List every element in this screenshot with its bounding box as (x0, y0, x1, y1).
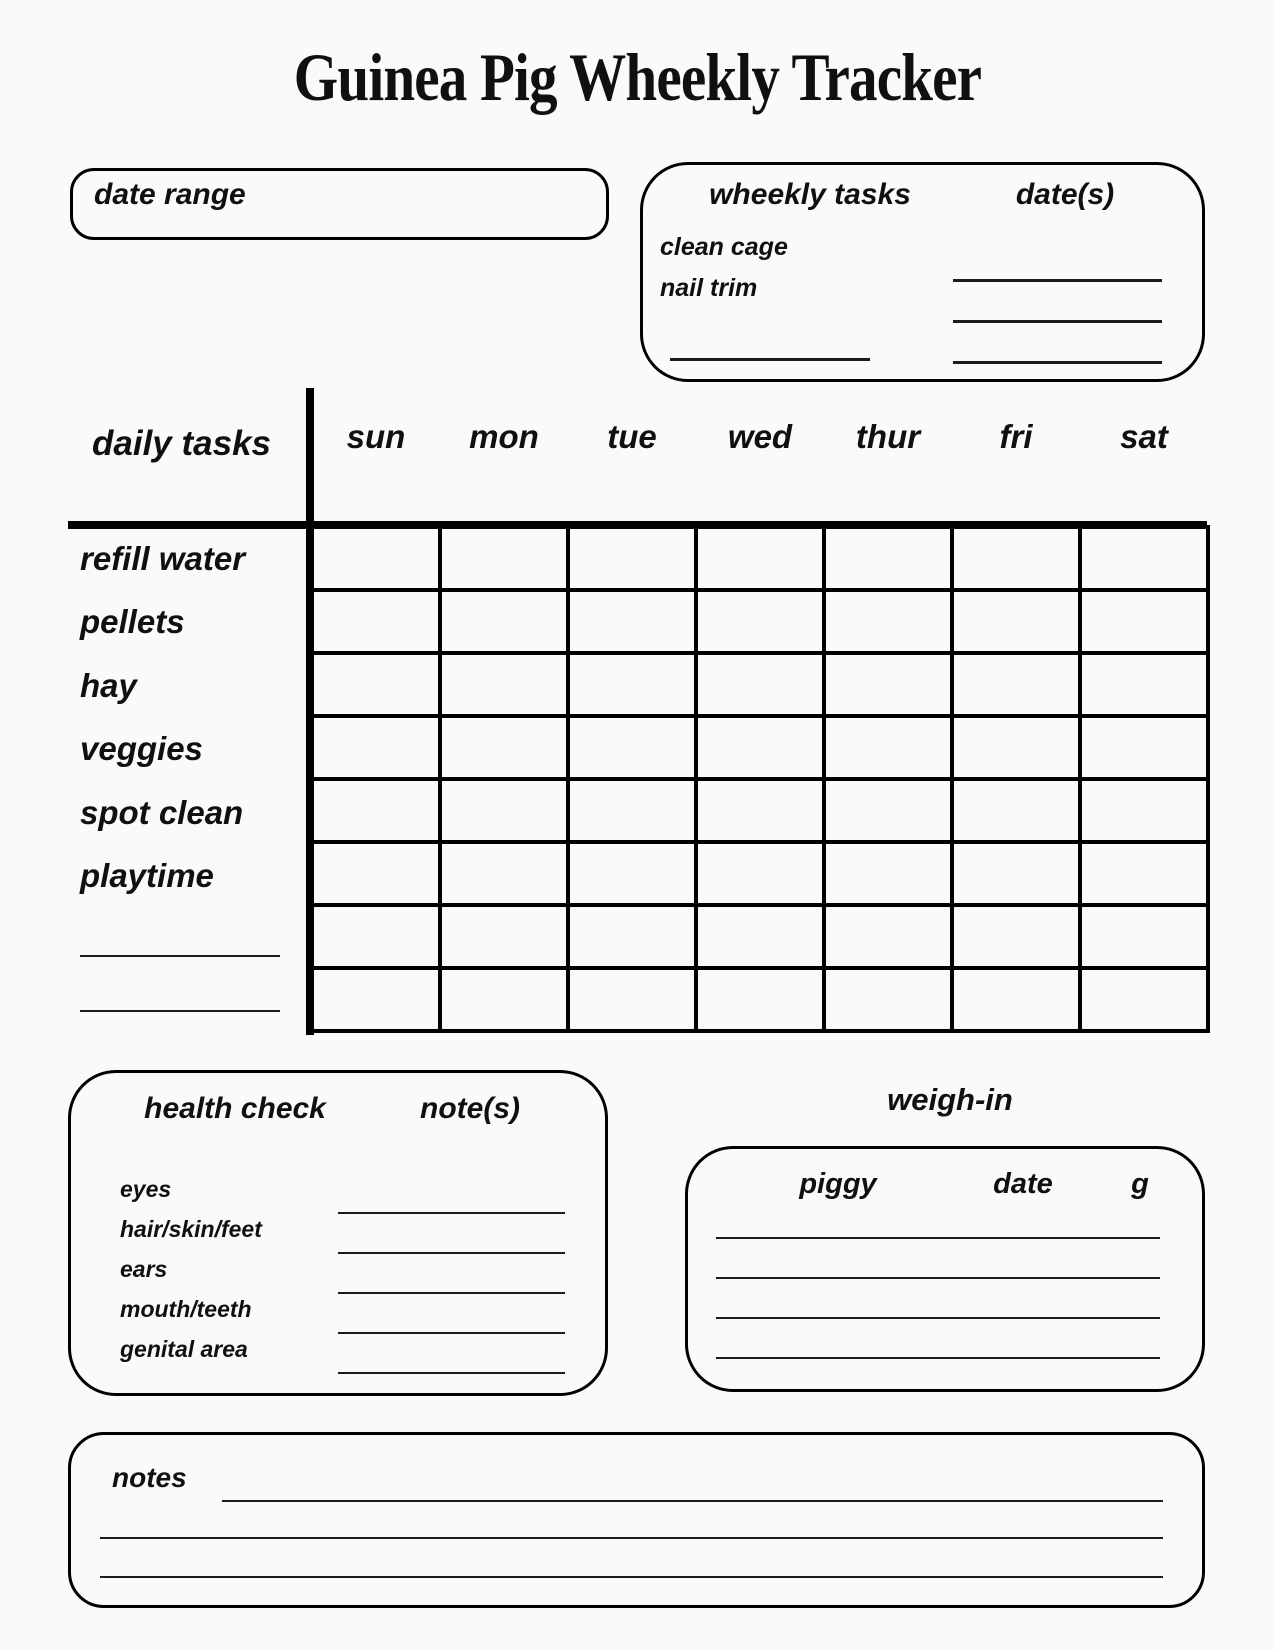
grid-cell[interactable] (568, 716, 696, 779)
grid-cell[interactable] (824, 527, 952, 590)
grid-cell[interactable] (952, 527, 1080, 590)
grid-cell[interactable] (568, 842, 696, 905)
task-label-spot-clean: spot clean (80, 794, 244, 831)
grid-row (312, 779, 1208, 842)
grid-cell[interactable] (312, 527, 440, 590)
grid-cell[interactable] (1080, 842, 1208, 905)
grid-cell[interactable] (952, 779, 1080, 842)
date-range-label: date range (94, 178, 246, 211)
grid-cell[interactable] (568, 590, 696, 653)
grid-cell[interactable] (1080, 905, 1208, 968)
grid-cell[interactable] (696, 653, 824, 716)
grid-cell[interactable] (1080, 527, 1208, 590)
health-note-line[interactable] (338, 1252, 565, 1254)
daily-task-grid (310, 525, 1210, 1033)
grid-cell[interactable] (952, 653, 1080, 716)
grid-cell[interactable] (440, 653, 568, 716)
weigh-in-col-g: g (1131, 1168, 1149, 1200)
custom-task-blank-line[interactable] (80, 955, 280, 957)
grid-cell[interactable] (824, 779, 952, 842)
grid-cell[interactable] (312, 842, 440, 905)
grid-cell[interactable] (952, 590, 1080, 653)
grid-cell[interactable] (312, 653, 440, 716)
task-label-pellets: pellets (80, 603, 185, 640)
grid-cell[interactable] (312, 968, 440, 1031)
health-item-hair-skin-feet: hair/skin/feet (120, 1216, 262, 1242)
weekly-tasks-title: wheekly tasks (709, 178, 911, 211)
grid-cell[interactable] (1080, 653, 1208, 716)
weekly-task-blank-line[interactable] (670, 358, 870, 361)
day-header-sat: sat (1120, 418, 1168, 455)
health-note-line[interactable] (338, 1332, 565, 1334)
grid-cell[interactable] (440, 527, 568, 590)
grid-cell[interactable] (696, 527, 824, 590)
grid-cell[interactable] (568, 905, 696, 968)
grid-cell[interactable] (312, 905, 440, 968)
day-header-fri: fri (999, 418, 1033, 455)
grid-row (312, 905, 1208, 968)
grid-cell[interactable] (440, 842, 568, 905)
grid-cell[interactable] (440, 968, 568, 1031)
weekly-date-line[interactable] (953, 279, 1162, 282)
page-title: Guinea Pig Wheekly Tracker (293, 39, 982, 115)
notes-line[interactable] (222, 1500, 1163, 1502)
health-note-line[interactable] (338, 1372, 565, 1374)
grid-cell[interactable] (1080, 968, 1208, 1031)
weigh-in-entry-line[interactable] (716, 1317, 1160, 1319)
grid-row (312, 968, 1208, 1031)
grid-cell[interactable] (824, 968, 952, 1031)
grid-cell[interactable] (824, 842, 952, 905)
grid-cell[interactable] (696, 905, 824, 968)
grid-cell[interactable] (568, 779, 696, 842)
notes-label: notes (112, 1462, 187, 1493)
grid-cell[interactable] (952, 905, 1080, 968)
task-label-veggies: veggies (80, 730, 203, 767)
task-label-refill-water: refill water (80, 540, 246, 577)
grid-row (312, 716, 1208, 779)
weigh-in-col-date: date (993, 1168, 1053, 1200)
grid-cell[interactable] (824, 590, 952, 653)
grid-cell[interactable] (568, 653, 696, 716)
grid-cell[interactable] (568, 968, 696, 1031)
weekly-date-line[interactable] (953, 361, 1162, 364)
weekly-date-line[interactable] (953, 320, 1162, 323)
notes-box (68, 1432, 1205, 1608)
health-note-line[interactable] (338, 1212, 565, 1214)
grid-cell[interactable] (696, 779, 824, 842)
grid-row (312, 653, 1208, 716)
day-header-sun: sun (346, 418, 406, 455)
day-header-tue: tue (607, 418, 657, 455)
weigh-in-col-piggy: piggy (799, 1168, 877, 1200)
grid-cell[interactable] (1080, 716, 1208, 779)
custom-task-blank-line[interactable] (80, 1010, 280, 1012)
daily-tasks-header: daily tasks (92, 424, 271, 463)
grid-cell[interactable] (312, 590, 440, 653)
grid-cell[interactable] (696, 968, 824, 1031)
health-item-eyes: eyes (120, 1176, 172, 1202)
health-check-title: health check (144, 1092, 326, 1125)
notes-line[interactable] (100, 1537, 1163, 1539)
grid-cell[interactable] (312, 716, 440, 779)
grid-cell[interactable] (952, 842, 1080, 905)
weigh-in-title: weigh-in (887, 1082, 1013, 1117)
grid-cell[interactable] (696, 590, 824, 653)
health-notes-header: note(s) (420, 1092, 520, 1125)
health-item-ears: ears (120, 1256, 168, 1282)
task-label-playtime: playtime (80, 857, 214, 894)
grid-cell[interactable] (312, 779, 440, 842)
day-header-mon: mon (469, 418, 539, 455)
grid-cell[interactable] (696, 842, 824, 905)
grid-cell[interactable] (824, 905, 952, 968)
grid-cell[interactable] (440, 779, 568, 842)
notes-line[interactable] (100, 1576, 1163, 1578)
health-item-mouth-teeth: mouth/teeth (120, 1296, 252, 1322)
grid-cell[interactable] (952, 716, 1080, 779)
weekly-task-nail-trim: nail trim (660, 274, 758, 302)
grid-cell[interactable] (1080, 590, 1208, 653)
grid-cell[interactable] (440, 905, 568, 968)
grid-row (312, 590, 1208, 653)
health-note-line[interactable] (338, 1292, 565, 1294)
weigh-in-entry-line[interactable] (716, 1237, 1160, 1239)
grid-cell[interactable] (824, 716, 952, 779)
grid-cell[interactable] (952, 968, 1080, 1031)
grid-cell[interactable] (824, 653, 952, 716)
grid-cell[interactable] (568, 527, 696, 590)
day-header-wed: wed (727, 418, 793, 455)
grid-cell[interactable] (440, 590, 568, 653)
weigh-in-entry-line[interactable] (716, 1357, 1160, 1359)
health-item-genital-area: genital area (120, 1336, 248, 1362)
day-header-thur: thur (855, 418, 921, 455)
weekly-dates-header: date(s) (1015, 178, 1115, 211)
grid-row (312, 842, 1208, 905)
grid-cell[interactable] (696, 716, 824, 779)
grid-cell[interactable] (1080, 779, 1208, 842)
weekly-task-clean-cage: clean cage (660, 233, 788, 261)
weigh-in-entry-line[interactable] (716, 1277, 1160, 1279)
grid-row (312, 527, 1208, 590)
task-label-hay: hay (80, 667, 137, 704)
grid-cell[interactable] (440, 716, 568, 779)
